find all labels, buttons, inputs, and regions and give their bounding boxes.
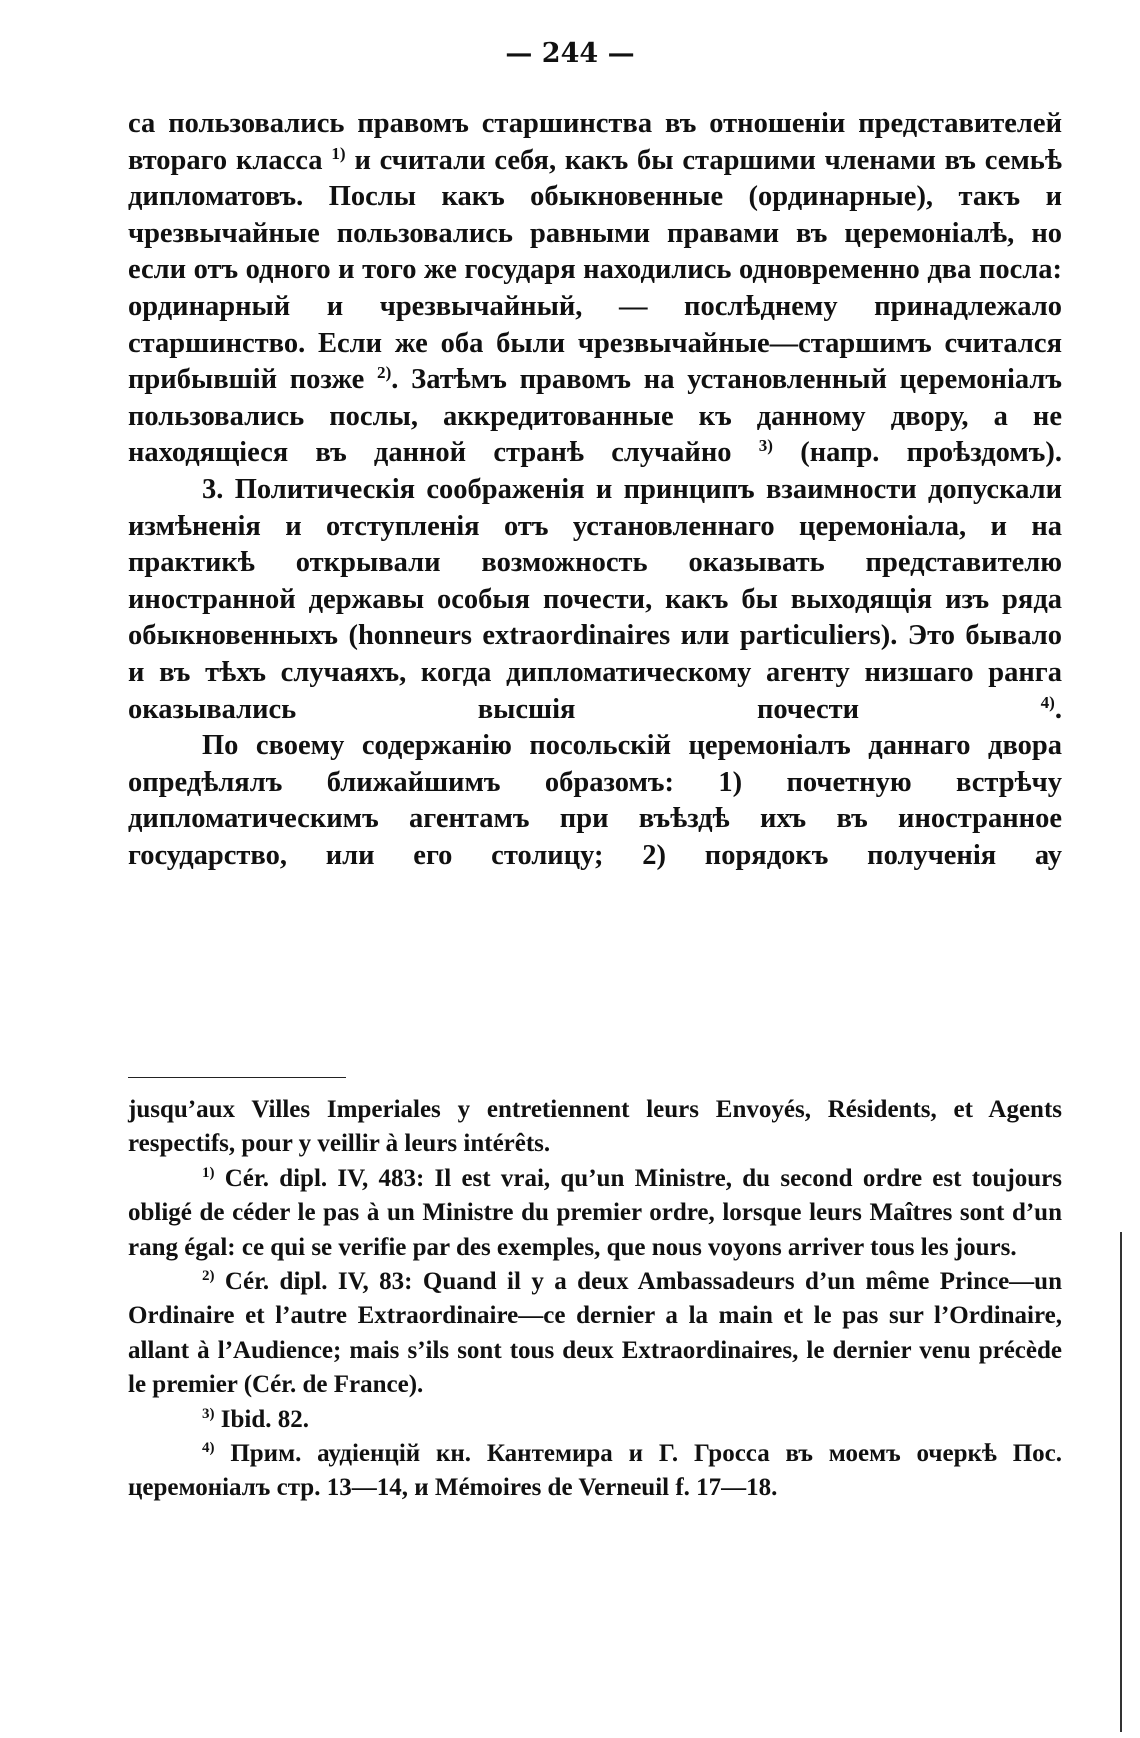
- text-run: са пользовались правомъ старшинства въ отношенiи представителей втораго класса: [128, 108, 1062, 176]
- footnote-continuation: jusqu’aux Villes Imperiales y entretiennent leurs Envoyés, Résidents, et Agents respectifs, pour y veillir à leurs intérêts.: [128, 1096, 1062, 1158]
- text-run: По своему содержанiю посольскiй церемонiалъ даннаго двора опредѣлялъ ближайшимъ образомъ: 1) почетную встрѣчу дипломатическимъ агентамъ при въѣздѣ ихъ въ иностранное государство, или его столицу; 2) порядокъ полученiя ау: [128, 730, 1062, 871]
- text-run: и считали себя, какъ бы старшими членами въ семьѣ дипломатовъ. Послы какъ обыкновенные (ординарные), такъ и чрезвычайные пользовались равными правами въ церемонiалѣ, но если отъ одного и того же государя находились одновременно два посла: ординарный и чрезвычайный, — послѣднему принадлежало старшинство. Если же оба были чрезвычайные—старшимъ считался прибывшiй позже: [128, 144, 1062, 396]
- footnote-ref: 1): [331, 143, 346, 163]
- text-run: . Затѣмъ правомъ на установленный церемонiалъ пользовались послы, аккредитованные къ данному двору, а не находящiеся въ данной странѣ случайно: [128, 364, 1062, 469]
- footnote-3: [128, 1403, 1062, 1437]
- paragraph-1: [128, 106, 1062, 472]
- footnote-text: Cér. dipl. IV, 483: Il est vrai, qu’un Ministre, du second ordre est toujours obligé de céder le pas à un Ministre du premier ordre, lorsque leurs Maîtres sont d’un rang égal: ce qui se verifie par des exemples, que nous voyons arriver tous les jours.: [128, 1164, 1062, 1261]
- footnote-ref: 2): [377, 362, 392, 382]
- footnote-ref: 3): [758, 436, 773, 456]
- footnote-mark: 2): [202, 1268, 215, 1285]
- text-run: (напр. проѣздомъ).: [773, 437, 1062, 469]
- footnote-mark: 3): [202, 1405, 215, 1422]
- paragraph-3: [128, 728, 1062, 874]
- page-number: — 244 —: [505, 38, 635, 69]
- text-run: .: [1054, 693, 1062, 725]
- main-text: [128, 106, 1062, 874]
- footnote-2: [128, 1265, 1062, 1403]
- footnote-text: Ibid. 82.: [214, 1405, 309, 1433]
- footnotes: [128, 1093, 1062, 1506]
- footnote-mark: 1): [202, 1164, 215, 1181]
- scan-edge-line: [1120, 1232, 1122, 1732]
- footnote-divider: [128, 1077, 346, 1078]
- footnote-text: Прим. аудiенцiй кн. Кантемира и Г. Гросса въ моемъ очеркѣ Пос. церемонiалъ стр. 13—14, и Mémoires de Verneuil f. 17—18.: [128, 1440, 1062, 1502]
- text-run: 3. Политическiя соображенiя и принципъ взаимности допускали измѣненiя и отступленiя отъ установленнаго церемонiала, и на практикѣ открывали возможность оказывать представителю иностранной державы особыя почести, какъ бы выходящiя изъ ряда обыкновенныхъ (honneurs extraordinaires или particuliers). Это бывало и въ тѣхъ случаяхъ, когда дипломатическому агенту низшаго ранга оказывались высшiя почести: [128, 473, 1062, 725]
- footnote-ref: 4): [1040, 692, 1055, 712]
- paragraph-2: [128, 472, 1062, 728]
- footnote-4: [128, 1437, 1062, 1506]
- footnote-text: Cér. dipl. IV, 83: Quand il y a deux Ambassadeurs d’un même Prince—un Ordinaire et l’autre Extraordinaire—ce dernier a la main et le pas sur l’Ordinaire, allant à l’Audience; mais s’ils sont tous deux Extraordinaires, le dernier venu précède le premier (Cér. de France).: [128, 1268, 1062, 1399]
- footnote-mark: 4): [202, 1440, 215, 1457]
- footnote-1: [128, 1162, 1062, 1265]
